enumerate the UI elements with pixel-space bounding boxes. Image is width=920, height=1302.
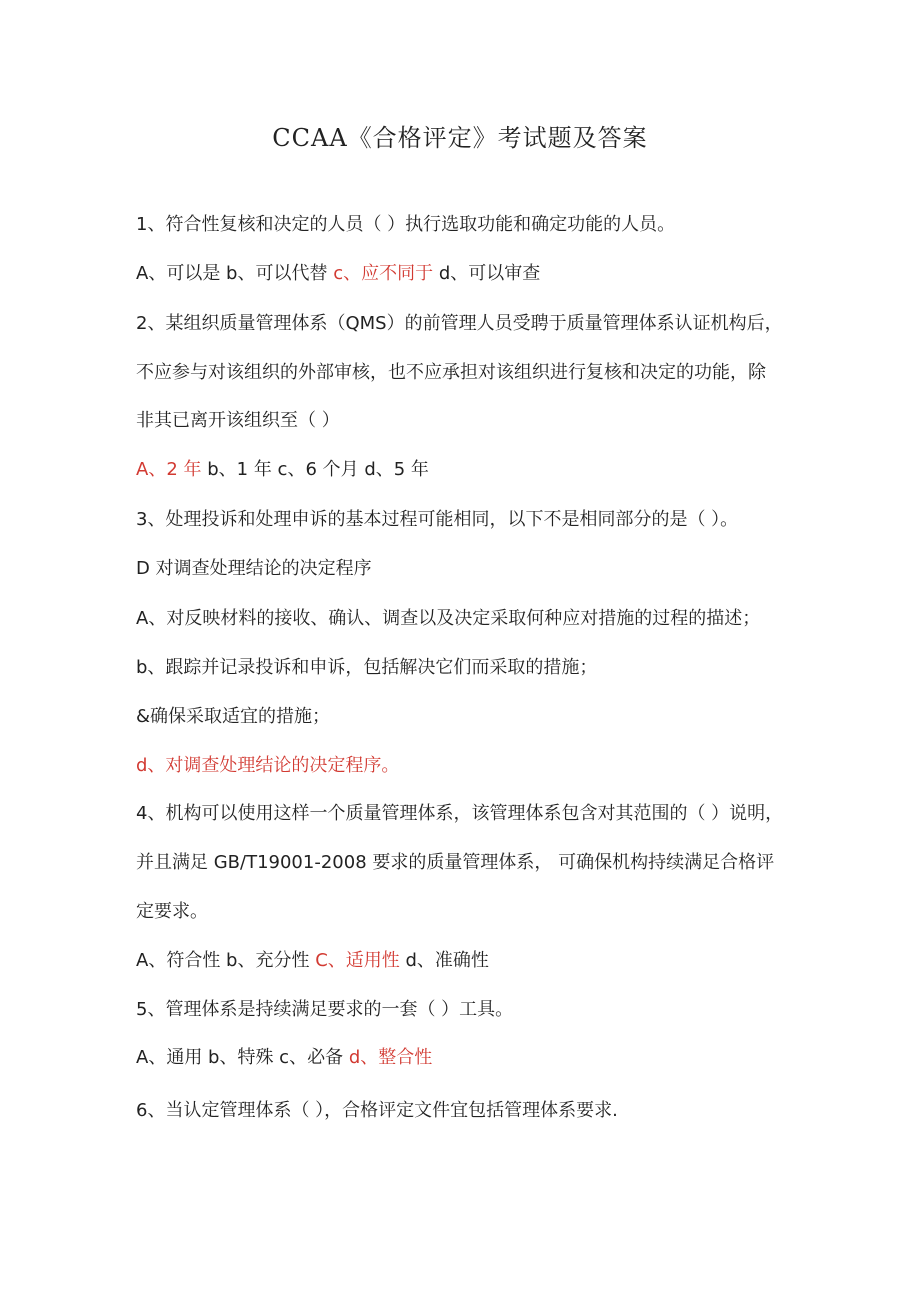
- question-3-option-a: A、对反映材料的接收、确认、调查以及决定采取何种应对措施的过程的描述；: [136, 608, 761, 629]
- question-5-options-normal: A、通用 b、特殊 c、必备: [136, 1047, 349, 1068]
- question-5-answer: d、整合性: [348, 1047, 433, 1068]
- question-4-answer: C、适用性: [315, 950, 400, 971]
- question-6-stem: 6、当认定管理体系（ ），合格评定文件宜包括管理体系要求.: [136, 1100, 618, 1121]
- question-2-stem-line-2: 不应参与对该组织的外部审核，也不应承担对该组织进行复核和决定的功能，除: [136, 362, 766, 383]
- question-1-stem: 1、符合性复核和决定的人员（ ）执行选取功能和确定功能的人员。: [136, 214, 676, 235]
- question-2-stem-line-1: 2、某组织质量管理体系（QMS）的前管理人员受聘于质量管理体系认证机构后，: [136, 313, 783, 334]
- question-2-answer: A、2 年: [136, 459, 202, 480]
- question-3-answer: d、对调查处理结论的决定程序。: [136, 755, 400, 776]
- question-1-options: [136, 262, 540, 286]
- question-3-option-c: &确保采取适宜的措施；: [136, 706, 331, 727]
- question-3-option-b: b、跟踪并记录投诉和申诉，包括解决它们而采取的措施；: [136, 657, 598, 678]
- question-4-options-tail: d、准确性: [399, 950, 489, 971]
- question-4-options: [136, 949, 489, 973]
- question-1-answer: c、应不同于: [333, 263, 434, 284]
- question-3-extra: D 对调查处理结论的决定程序: [136, 558, 372, 579]
- question-3-stem: 3、处理投诉和处理申诉的基本过程可能相同，以下不是相同部分的是（ ）。: [136, 509, 739, 530]
- question-5-stem: 5、管理体系是持续满足要求的一套（ ）工具。: [136, 999, 514, 1020]
- question-2-options: [136, 458, 429, 482]
- document-title: CCAA《合格评定》考试题及答案: [272, 124, 648, 152]
- question-4-stem-line-1: 4、机构可以使用这样一个质量管理体系，该管理体系包含对其范围的（ ）说明，: [136, 803, 784, 824]
- question-4-options-normal: A、符合性 b、充分性: [136, 950, 316, 971]
- question-1-options-normal: A、可以是 b、可以代替: [136, 263, 334, 284]
- question-4-stem-line-3: 定要求。: [136, 901, 208, 922]
- question-4-stem-line-2: 并且满足 GB/T19001-2008 要求的质量管理体系， 可确保机构持续满足合格评: [136, 852, 775, 873]
- question-2-stem-line-3: 非其已离开该组织至（ ）: [136, 410, 340, 431]
- question-2-options-tail: b、1 年 c、6 个月 d、5 年: [201, 459, 429, 480]
- question-5-options: [136, 1046, 432, 1070]
- question-1-options-tail: d、可以审查: [433, 263, 541, 284]
